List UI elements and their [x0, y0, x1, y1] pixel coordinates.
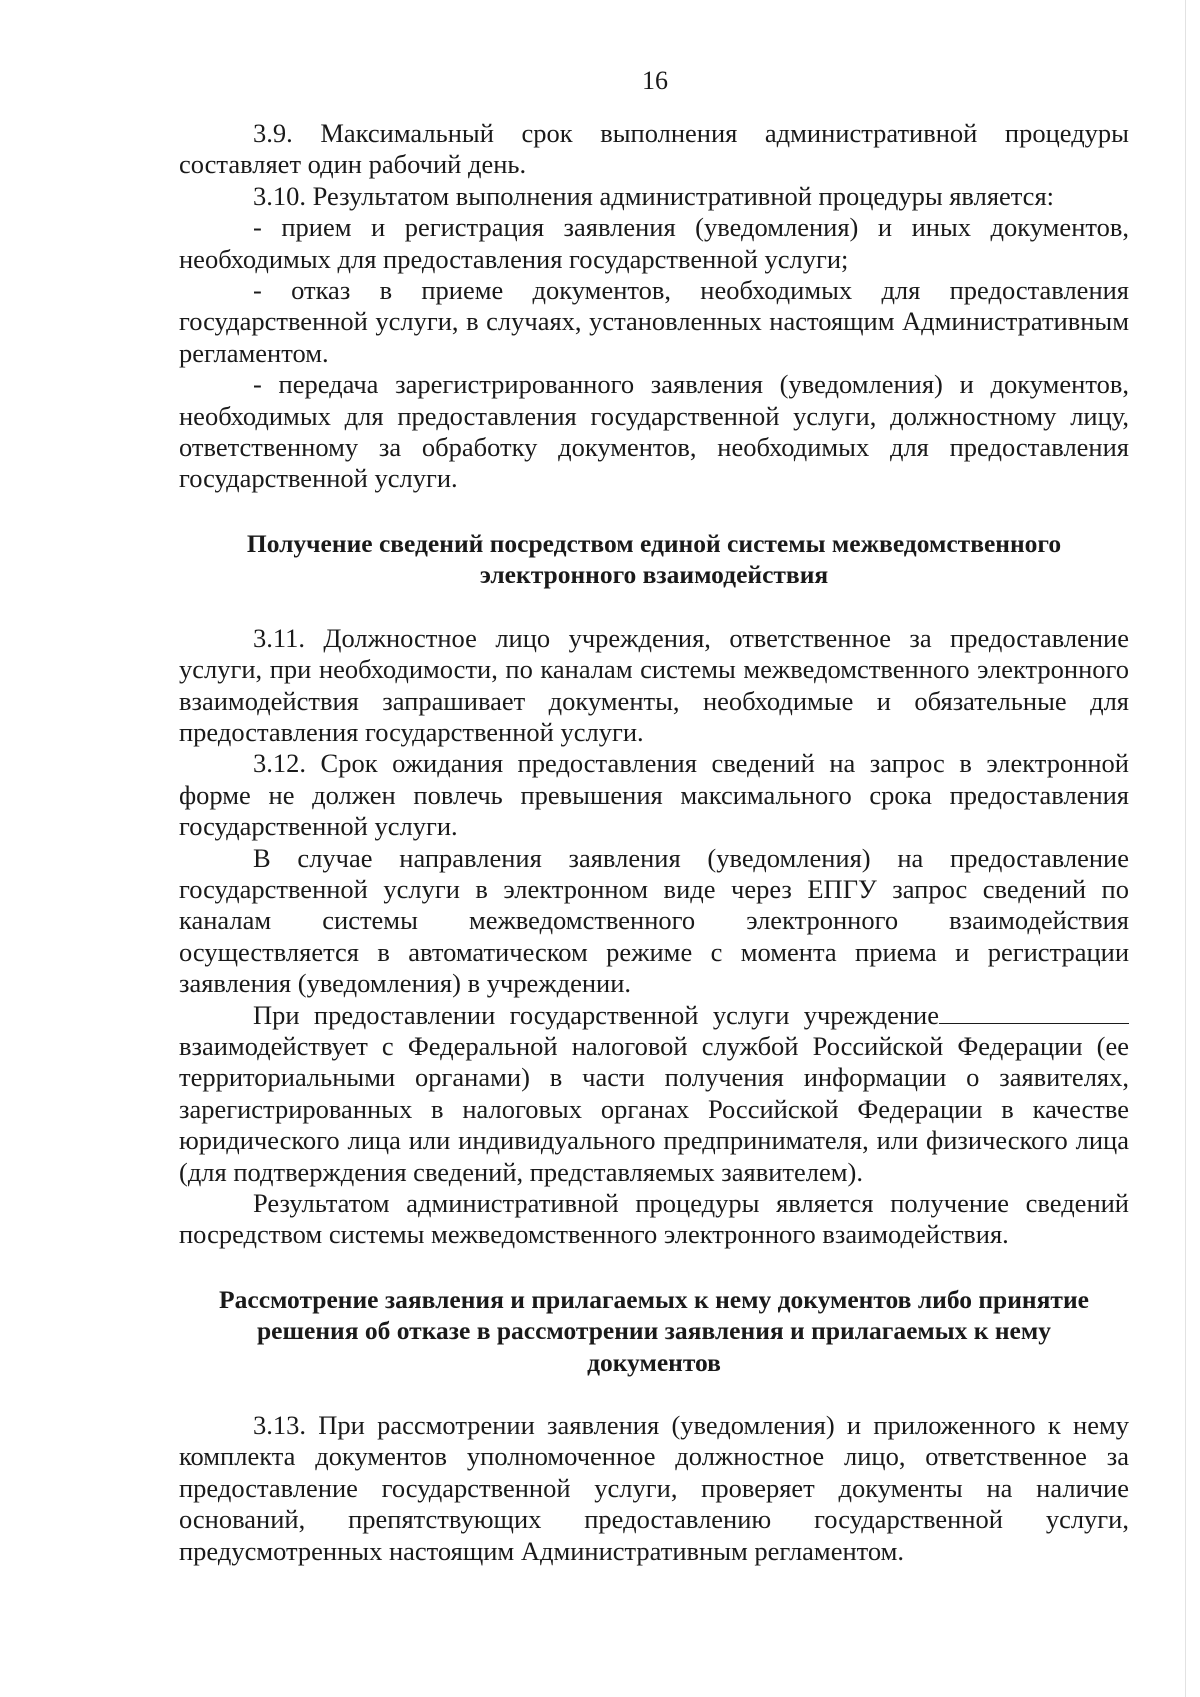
- result-item-transfer: - передача зарегистрированного заявления (уведомления) и документов, необходимых для предоставления государственной услуги, должностному лицу, ответственному за обработку документов, необходимых для предоставления государственной услуги.: [179, 369, 1129, 494]
- paragraph-3-9: 3.9. Максимальный срок выполнения административной процедуры составляет один рабочий день.: [179, 118, 1129, 180]
- document-body: [179, 118, 1129, 1567]
- interaction-text-end: взаимодействует с Федеральной налоговой службой Российской Федерации (ее территориальными органами) в части получения информации о заявителях, зарегистрированных в налоговых органах Российской Федерации в качестве юридического лица или индивидуального предпринимателя, или физического лица (для подтверждения сведений, представляемых заявителем).: [179, 1030, 1129, 1187]
- spacer: [179, 591, 1129, 623]
- paragraph-3-12: 3.12. Срок ожидания предоставления сведений на запрос в электронной форме не должен повлечь превышения максимального срока предоставления государственной услуги.: [179, 748, 1129, 842]
- interaction-text-start: При предоставлении государственной услуги учреждение: [253, 999, 939, 1030]
- paragraph-3-11: 3.11. Должностное лицо учреждения, ответственное за предоставление услуги, при необходимости, по каналам системы межведомственного электронного взаимодействия запрашивает документы, необходимые и обязательные для предоставления государственной услуги.: [179, 622, 1129, 747]
- scan-edge-line: [1185, 0, 1186, 1697]
- paragraph-3-13: 3.13. При рассмотрении заявления (уведомления) и приложенного к нему комплекта документов уполномоченное должностное лицо, ответственное за предоставление государственной услуги, проверяет документы на наличие оснований, препятствующих предоставлению государственной услуги, предусмотренных настоящим Административным регламентом.: [179, 1410, 1129, 1566]
- paragraph-fns-interaction: [179, 1000, 1129, 1188]
- result-item-refusal: - отказ в приеме документов, необходимых для предоставления государственной услуги, в случаях, установленных настоящим Административным регламентом.: [179, 275, 1129, 368]
- page-number: 16: [642, 66, 668, 95]
- result-item-reception: - прием и регистрация заявления (уведомления) и иных документов, необходимых для предоставления государственной услуги;: [179, 212, 1129, 274]
- paragraph-epgu-request: В случае направления заявления (уведомления) на предоставление государственной услуги в электронном виде через ЕПГУ запрос сведений по каналам системы межведомственного электронного взаимодействия осуществляется в автоматическом режиме с момента приема и регистрации заявления (уведомления) в учреждении.: [179, 842, 1129, 999]
- section-heading-review: Рассмотрение заявления и прилагаемых к нему документов либо принятие решения об отказе в рассмотрении заявления и прилагаемых к нему документов: [219, 1284, 1089, 1377]
- paragraph-procedure-result: Результатом административной процедуры является получение сведений посредством системы межведомственного электронного взаимодействия.: [179, 1188, 1129, 1250]
- paragraph-3-10: 3.10. Результатом выполнения административной процедуры является:: [253, 180, 1054, 211]
- spacer: [179, 1378, 1129, 1410]
- section-heading-interagency: Получение сведений посредством единой системы межведомственного электронного взаимодействия: [246, 528, 1062, 590]
- spacer: [179, 495, 1129, 528]
- institution-blank-line: [939, 1001, 1129, 1024]
- spacer: [179, 1251, 1129, 1284]
